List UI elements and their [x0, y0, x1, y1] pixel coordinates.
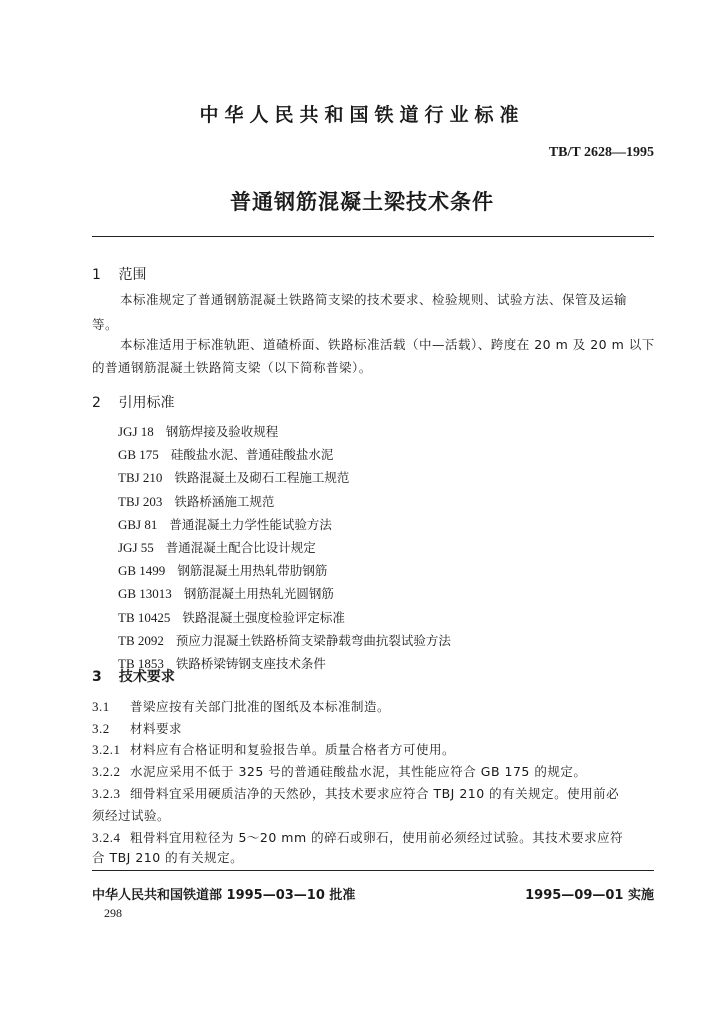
section-title: 范围	[118, 267, 147, 283]
section-1-paragraph-1-line-1: 本标准规定了普通钢筋混凝土铁路简支梁的技术要求、检验规则、试验方法、保管及运输	[120, 292, 628, 307]
section-number: 1	[92, 267, 101, 283]
ref-name: 铁路混凝土及砌石工程施工规范	[174, 470, 350, 486]
clause-text: 材料要求	[130, 721, 183, 736]
ref-code: GB 175	[118, 447, 159, 463]
clause-number: 3.2.3	[92, 786, 121, 801]
ref-name: 铁路桥梁铸钢支座技术条件	[175, 655, 326, 671]
ref-code: TBJ 203	[118, 493, 163, 509]
requirement-item	[92, 740, 658, 758]
ref-name: 铁路桥涵施工规范	[174, 493, 275, 509]
ref-code: JGJ 55	[118, 539, 154, 555]
list-item	[118, 536, 451, 559]
standard-code: TB/T 2628—1995	[548, 145, 654, 160]
requirement-item	[92, 719, 658, 737]
standard-category-title: 中华人民共和国铁道行业标准	[199, 104, 525, 126]
ref-code: GB 1499	[118, 563, 166, 579]
ref-code: GB 13013	[118, 586, 172, 602]
ref-name: 硅酸盐水泥、普通硅酸盐水泥	[170, 447, 334, 463]
clause-text: 水泥应采用不低于 325 号的普通硅酸盐水泥，其性能应符合 GB 175 的规定。	[130, 764, 587, 779]
requirement-item	[92, 762, 658, 780]
section-3-heading	[92, 666, 175, 686]
ref-code: GBJ 81	[118, 516, 158, 532]
implementation-date: 1995—09—01 实施	[525, 888, 654, 903]
section-number: 3	[92, 669, 102, 685]
top-divider	[92, 236, 654, 237]
ref-name: 钢筋焊接及验收规程	[165, 424, 279, 439]
clause-continuation: 须经过试验。	[92, 808, 171, 823]
ref-name: 预应力混凝土铁路桥简支梁静载弯曲抗裂试验方法	[175, 632, 451, 648]
referenced-standards-list	[118, 420, 451, 675]
requirement-item	[92, 828, 658, 846]
list-item	[118, 420, 451, 443]
section-1-paragraph-1-line-2: 等。	[92, 317, 119, 332]
list-item	[118, 582, 451, 605]
approval-line: 中华人民共和国铁道部 1995—03—10 批准	[92, 888, 356, 903]
list-item	[118, 490, 451, 513]
section-number: 2	[92, 395, 101, 411]
ref-name: 钢筋混凝土用热轧光圆钢筋	[183, 586, 334, 602]
bottom-divider	[92, 870, 654, 871]
section-1-paragraph-2-line-2: 的普通钢筋混凝土铁路简支梁（以下简称普梁）。	[92, 360, 372, 375]
document-title: 普通钢筋混凝土梁技术条件	[230, 190, 494, 214]
clause-number: 3.2.1	[92, 742, 121, 757]
list-item	[118, 629, 451, 652]
list-item	[118, 513, 451, 536]
clause-number: 3.1	[92, 699, 110, 714]
ref-code: TBJ 210	[118, 470, 163, 486]
section-title: 技术要求	[118, 669, 175, 685]
page-number: 298	[104, 906, 122, 920]
section-1-heading	[92, 264, 146, 284]
ref-name: 钢筋混凝土用热轧带肋钢筋	[177, 563, 328, 579]
section-title: 引用标准	[118, 395, 175, 411]
clause-text: 材料应有合格证明和复验报告单。质量合格者方可使用。	[130, 742, 456, 757]
clause-number: 3.2	[92, 721, 110, 736]
list-item	[118, 606, 451, 629]
clause-number: 3.2.4	[92, 830, 121, 845]
section-2-heading	[92, 392, 174, 412]
requirement-item	[92, 697, 658, 715]
clause-text: 细骨料宜采用硬质洁净的天然砂，其技术要求应符合 TBJ 210 的有关规定。使用前必	[130, 786, 620, 801]
requirement-item	[92, 784, 658, 802]
clause-number: 3.2.2	[92, 764, 121, 779]
list-item	[118, 559, 451, 582]
ref-name: 普通混凝土力学性能试验方法	[169, 516, 332, 532]
list-item	[118, 443, 451, 466]
ref-code: TB 10425	[118, 609, 171, 625]
list-item	[118, 466, 451, 489]
clause-text: 普梁应按有关部门批准的图纸及本标准制造。	[130, 699, 391, 714]
ref-code: TB 1853	[118, 655, 164, 671]
ref-name: 普通混凝土配合比设计规定	[165, 539, 316, 555]
ref-code: TB 2092	[118, 632, 164, 648]
section-1-paragraph-2-line-1: 本标准适用于标准轨距、道碴桥面、铁路标准活载（中—活载）、跨度在 20 m 及 20 m 以下	[120, 337, 655, 352]
clause-continuation: 合 TBJ 210 的有关规定。	[92, 850, 244, 865]
ref-code: JGJ 18	[118, 424, 154, 439]
ref-name: 铁路混凝土强度检验评定标准	[182, 609, 345, 625]
clause-text: 粗骨料宜用粒径为 5～20 mm 的碎石或卵石，使用前必须经过试验。其技术要求应符	[130, 830, 624, 845]
